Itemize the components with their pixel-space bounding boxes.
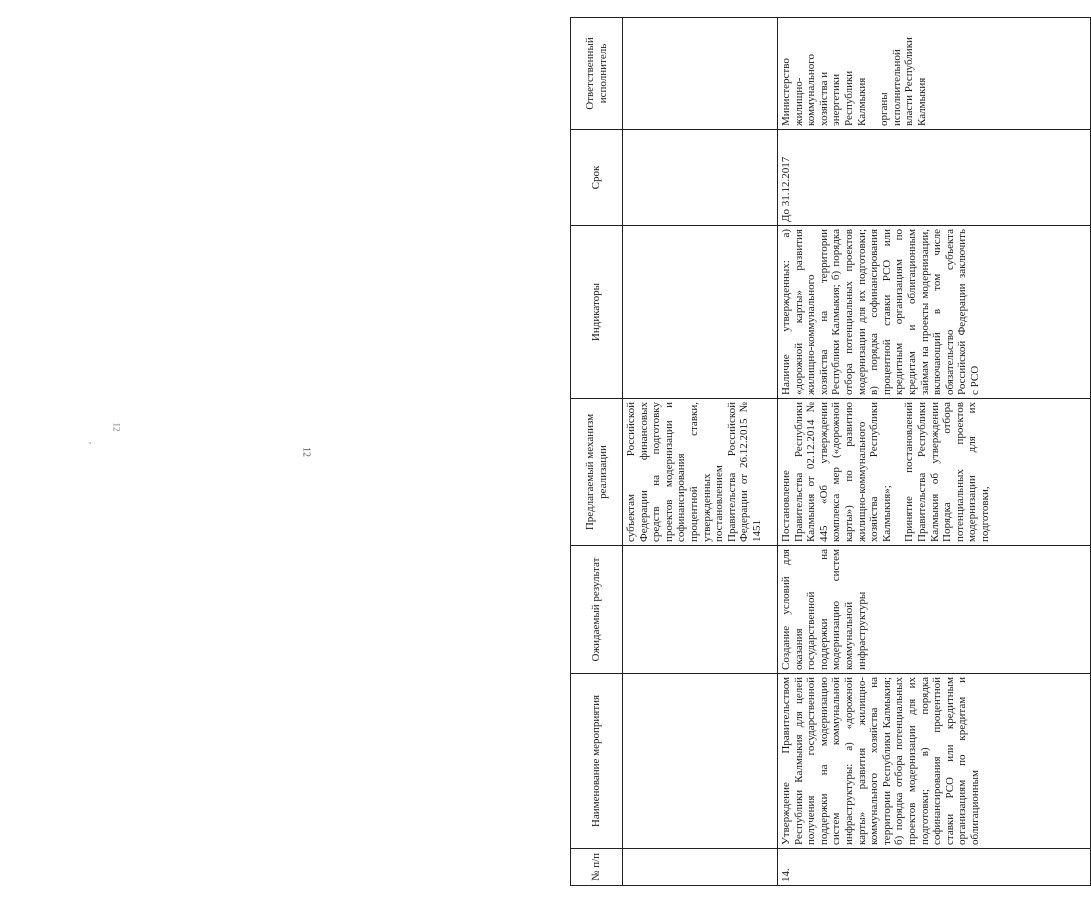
responsible-paragraph: Министерство жилищно-коммунального хозяйства и энергетики Республики Калмыкия bbox=[780, 54, 868, 126]
cell-num bbox=[623, 849, 778, 886]
cell-indicators bbox=[623, 226, 778, 399]
header-num: № п/п bbox=[571, 849, 623, 886]
cell-responsible bbox=[623, 18, 778, 130]
cell-mechanism bbox=[778, 399, 1091, 546]
cell-term: До 31.12.2017 bbox=[778, 130, 1091, 226]
scan-mark: 12 bbox=[111, 422, 122, 432]
table-row bbox=[623, 18, 778, 886]
page-number: 12 bbox=[300, 447, 312, 457]
cell-name: Утверждение Правительством Республики Калмыкия для целей получения государственной поддержки на модернизацию систем коммунальной инфраструктуры: а) «дорожной карты» развития жилищно-коммунального хозяйства на территории Республики Калмыкия; б) порядка отбора потенциальных проектов модернизации для их подготовки; в) порядка софинансирования процентной ставки РСО или кредитным организациям по кредитам и облигационным bbox=[778, 674, 1091, 849]
cell-result bbox=[623, 546, 778, 674]
mechanism-paragraph: Принятие постановлений Правительства Республики Калмыкия об утверждении Порядка отбора потенциальных проектов модернизации для их подготовки, bbox=[903, 402, 991, 542]
measures-table-container bbox=[570, 18, 1090, 886]
header-name: Наименование мероприятия bbox=[571, 674, 623, 849]
header-mechanism: Предлагаемый механизм реализации bbox=[571, 399, 623, 546]
cell-mechanism: субъектам Российской Федерации финансовых средств на подготовку проектов модернизации и софинансирования процентной ставки, утвержденных постановлением Правительства Российской Федерации от 26.12.2015 № 1451 bbox=[623, 399, 778, 546]
responsible-paragraph: органы исполнительной власти Республики Калмыкия bbox=[878, 37, 928, 126]
header-responsible: Ответственный исполнитель bbox=[571, 18, 623, 130]
scan-mark: , bbox=[88, 441, 99, 445]
cell-result: Создание условий для оказания государственной поддержки на модернизацию систем коммунальной инфраструктуры bbox=[778, 546, 1091, 674]
cell-term bbox=[623, 130, 778, 226]
measures-table bbox=[570, 17, 1091, 886]
header-term: Срок bbox=[571, 130, 623, 226]
header-indicators: Индикаторы bbox=[571, 226, 623, 399]
cell-name bbox=[623, 674, 778, 849]
cell-num: 14. bbox=[778, 849, 1091, 886]
table-header-row bbox=[571, 18, 623, 886]
table-row bbox=[778, 18, 1091, 886]
header-result: Ожидаемый результат bbox=[571, 546, 623, 674]
mechanism-paragraph: Постановление Правительства Республики Калмыкия от 02.12.2014 № 445 «Об утверждении комплекса мер («дорожной карты») по развитию жилищно-коммунального хозяйства Республики Калмыкия»; bbox=[780, 402, 893, 542]
cell-indicators: Наличие утвержденных: а) «дорожной карты» развития жилищно-коммунального хозяйства на территории Республики Калмыкия; б) порядка отбора потенциальных проектов модернизации для их подготовки; в) порядка софинансирования процентной ставки РСО или кредитным организациям по кредитам и облигационным займам на проекты модернизации, включающий в том числе обязательство субъекта Российской Федерации заключить с РСО bbox=[778, 226, 1091, 399]
cell-responsible bbox=[778, 18, 1091, 130]
